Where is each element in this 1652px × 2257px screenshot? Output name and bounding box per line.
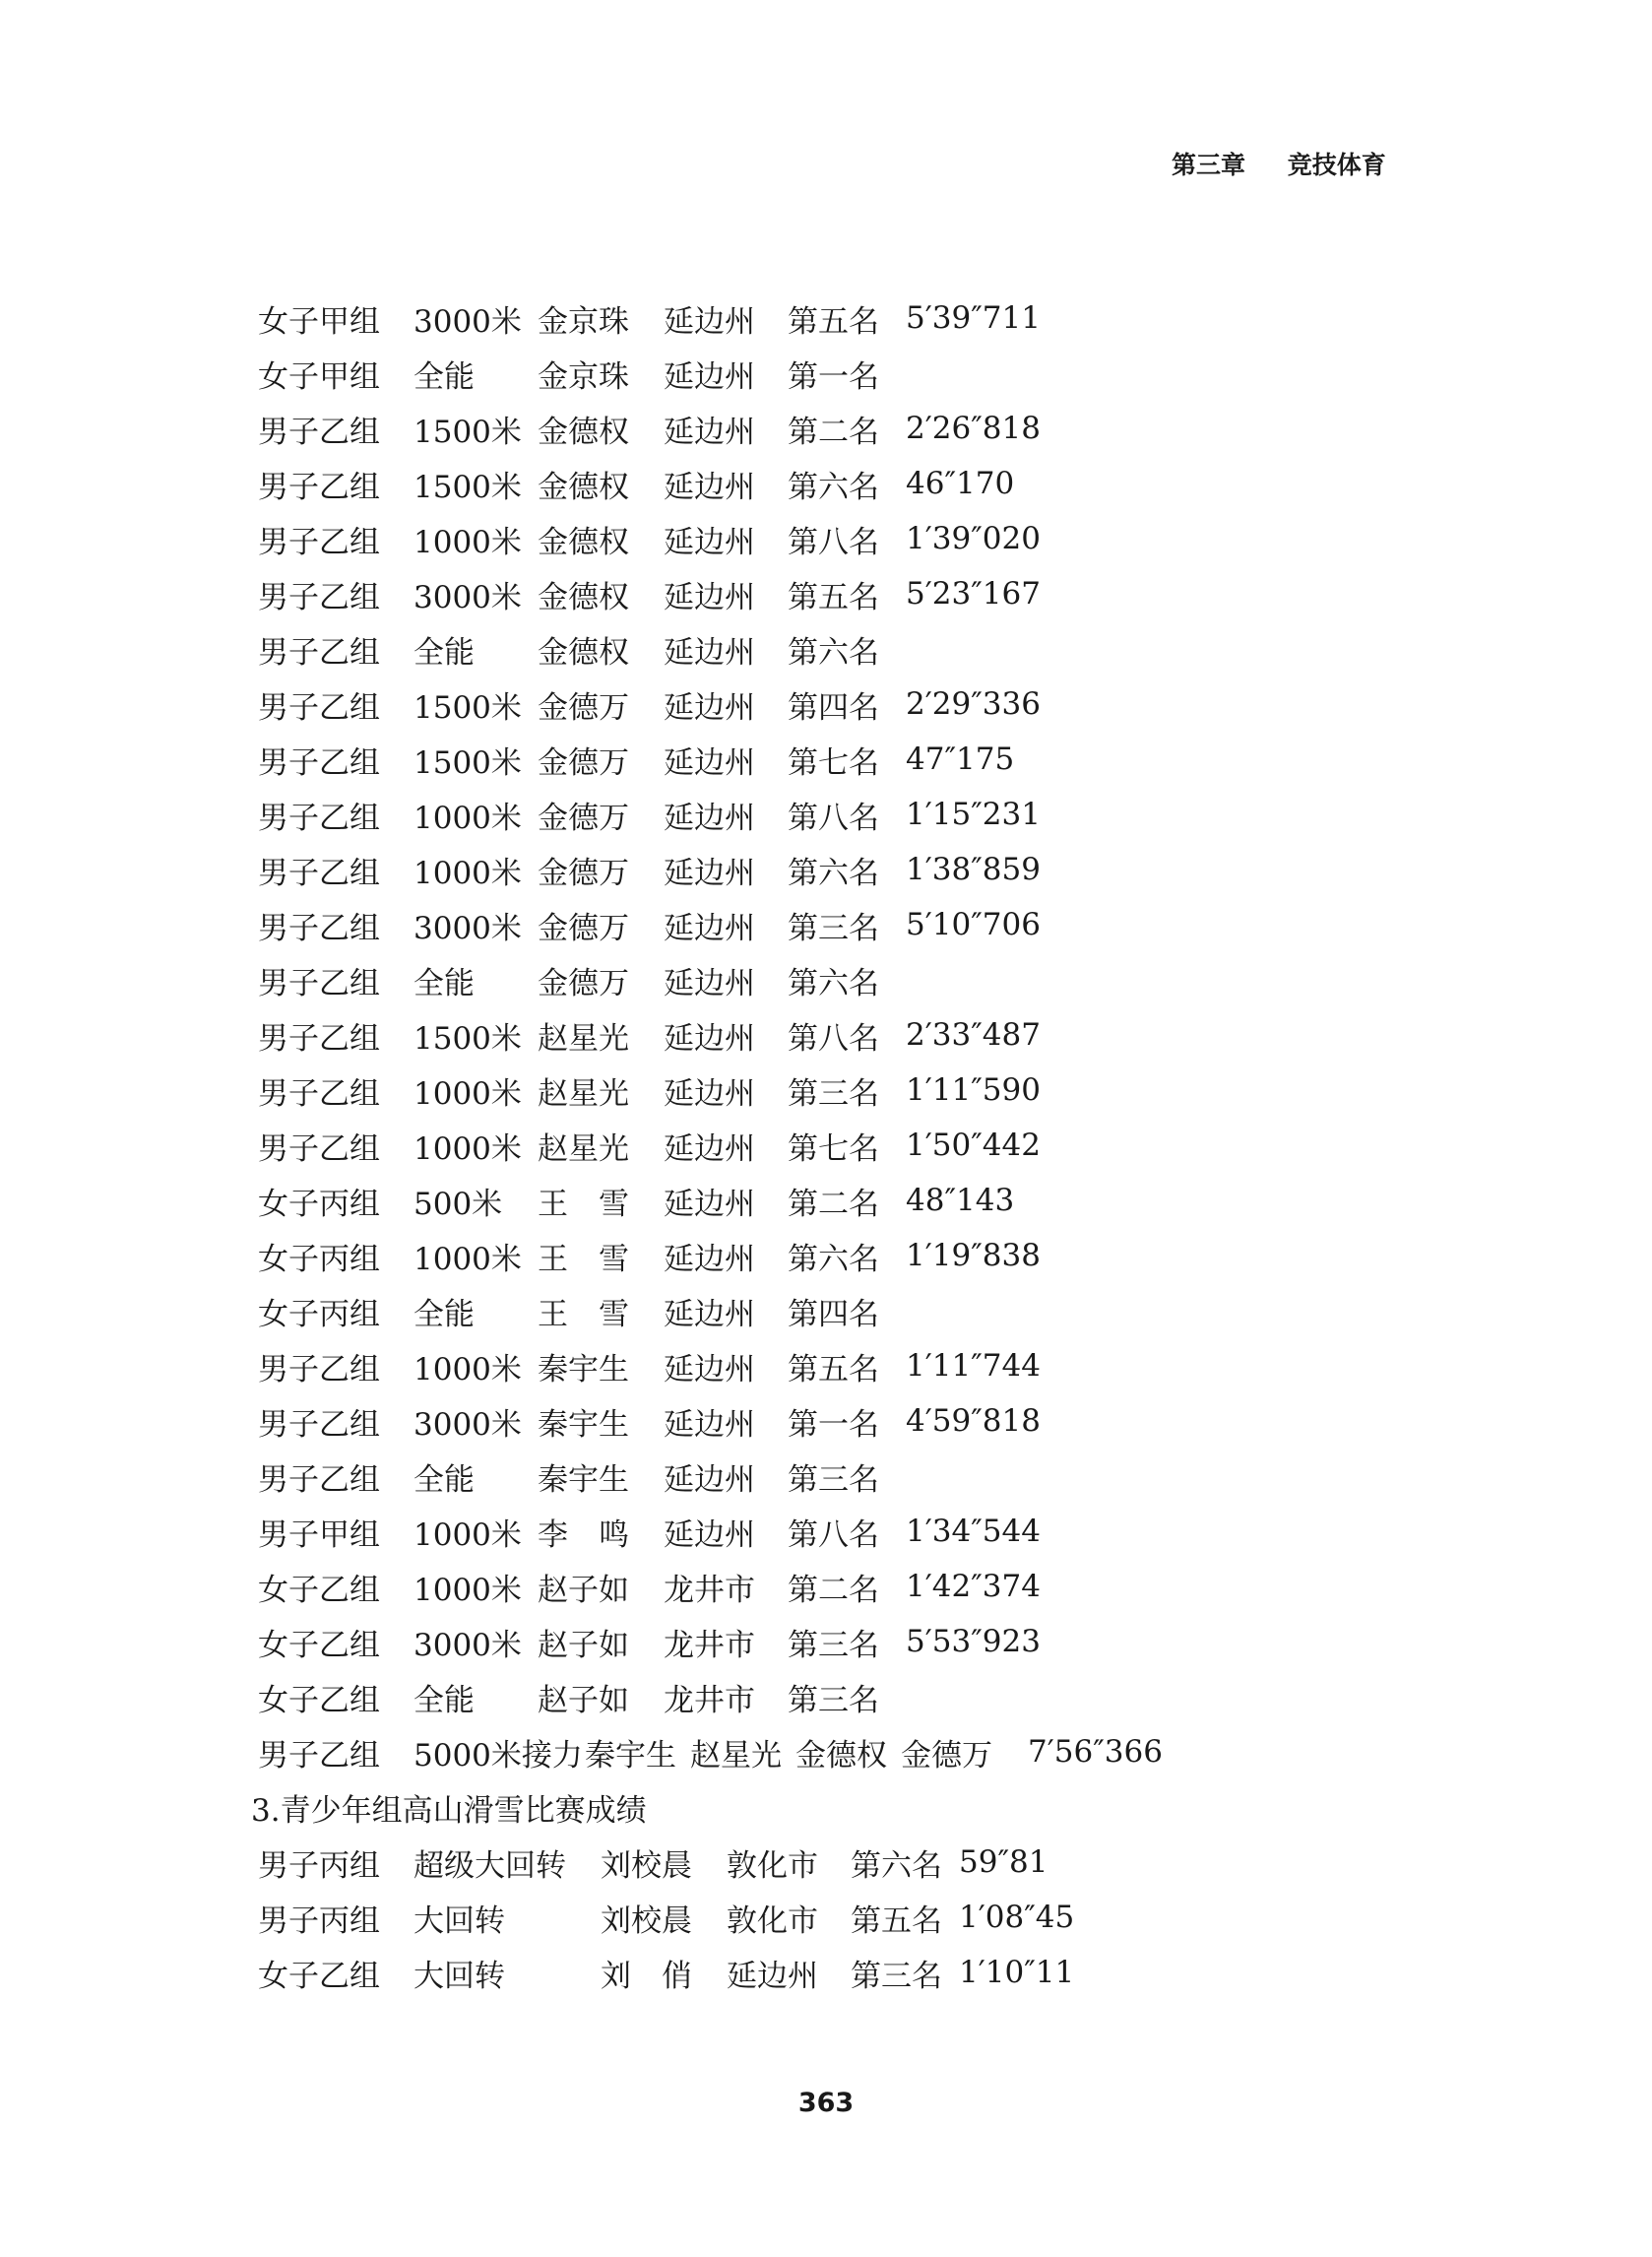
result-place: 延边州 [664,358,755,395]
result-event: 3000米 [413,910,522,946]
result-place: 延边州 [664,303,755,340]
result-group: 女子丙组 [258,1296,380,1332]
result-name: 金德权 [538,414,629,450]
result-group: 男子乙组 [258,1406,380,1443]
result-time: 1′11″590 [906,1072,1041,1108]
result-group: 男子甲组 [258,1516,380,1553]
result-row [258,1173,1163,1228]
result-name: 王 雪 [538,1296,629,1332]
relay-row [258,1724,1163,1779]
result-row [258,952,1163,1007]
result-name: 金德权 [538,634,629,671]
result-row [258,842,1163,897]
relay-member: 金德权 [795,1737,887,1773]
result-event: 全能 [413,1682,475,1718]
result-rank: 第八名 [788,1516,879,1553]
result-group: 女子丙组 [258,1186,380,1222]
result-event: 1000米 [413,1516,522,1553]
result-event: 1000米 [413,1241,522,1277]
result-event: 1500米 [413,689,522,726]
result-event: 全能 [413,1296,475,1332]
result-event: 1500米 [413,744,522,781]
result-group: 女子乙组 [258,1958,380,1994]
result-time: 5′53″923 [906,1624,1041,1659]
result-name: 秦宇生 [538,1406,629,1443]
result-event: 大回转 [413,1958,505,1994]
result-place: 延边州 [664,1186,755,1222]
result-group: 男子乙组 [258,524,380,560]
result-group: 男子乙组 [258,634,380,671]
result-group: 男子乙组 [258,1130,380,1167]
result-event: 超级大回转 [413,1847,566,1884]
result-place: 延边州 [664,524,755,560]
result-name: 金德万 [538,744,629,781]
result-row [258,346,1163,401]
result-time: 2′29″336 [906,686,1041,722]
result-row [258,1007,1163,1063]
result-rank: 第五名 [788,1351,879,1387]
result-group: 男子乙组 [258,1737,380,1773]
result-name: 金德万 [538,910,629,946]
result-time: 59″81 [959,1844,1048,1880]
result-time: 1′19″838 [906,1238,1041,1273]
result-place: 延边州 [664,1516,755,1553]
result-rank: 第一名 [788,1406,879,1443]
result-event: 1000米 [413,524,522,560]
result-place: 延边州 [664,469,755,505]
result-row [258,897,1163,952]
result-time: 46″170 [906,466,1015,501]
result-row [258,677,1163,732]
result-name: 金德万 [538,800,629,836]
result-group: 女子甲组 [258,303,380,340]
result-event: 1000米 [413,1075,522,1112]
result-rank: 第三名 [788,910,879,946]
result-event: 全能 [413,965,475,1001]
result-place: 延边州 [664,1075,755,1112]
result-name: 秦宇生 [538,1351,629,1387]
result-group: 男子乙组 [258,1075,380,1112]
result-rank: 第六名 [788,469,879,505]
result-group: 男子乙组 [258,1461,380,1498]
result-event: 1000米 [413,1572,522,1608]
result-group: 男子乙组 [258,1020,380,1057]
result-rank: 第六名 [788,634,879,671]
result-rank: 第二名 [788,1186,879,1222]
result-event: 1000米 [413,855,522,891]
result-place: 延边州 [664,800,755,836]
result-row [258,566,1163,621]
result-name: 赵子如 [538,1682,629,1718]
result-place: 延边州 [664,1406,755,1443]
result-time: 1′42″374 [906,1569,1041,1604]
result-name: 赵子如 [538,1627,629,1663]
result-name: 金德权 [538,469,629,505]
chapter-label: 第三章 [1172,151,1246,179]
result-row [258,1835,1163,1890]
section-title: 3.青少年组高山滑雪比赛成绩 [251,1792,647,1829]
page-number: 363 [797,2088,855,2118]
result-group: 女子乙组 [258,1572,380,1608]
result-event: 全能 [413,358,475,395]
result-name: 赵星光 [538,1020,629,1057]
result-place: 延边州 [664,855,755,891]
result-name: 刘校晨 [601,1902,692,1939]
result-group: 男子乙组 [258,689,380,726]
result-rank: 第三名 [788,1682,879,1718]
result-rank: 第五名 [788,303,879,340]
result-group: 男子乙组 [258,800,380,836]
result-rank: 第八名 [788,1020,879,1057]
result-place: 延边州 [664,965,755,1001]
result-rank: 第八名 [788,524,879,560]
result-event: 1500米 [413,469,522,505]
result-rank: 第四名 [788,689,879,726]
result-rank: 第四名 [788,1296,879,1332]
result-group: 女子甲组 [258,358,380,395]
result-row [258,1118,1163,1173]
result-time: 1′38″859 [906,852,1041,887]
result-rank: 第七名 [788,744,879,781]
result-time: 1′15″231 [906,797,1041,832]
result-time: 1′50″442 [906,1128,1041,1163]
result-time: 5′10″706 [906,907,1041,942]
result-name: 金德万 [538,689,629,726]
result-time: 4′59″818 [906,1403,1041,1439]
result-time: 48″143 [906,1183,1015,1218]
result-place: 延边州 [664,910,755,946]
result-rank: 第三名 [788,1461,879,1498]
result-event: 全能 [413,634,475,671]
result-rank: 第五名 [788,579,879,615]
result-time: 1′34″544 [906,1514,1041,1549]
result-row [258,456,1163,511]
result-place: 龙井市 [664,1572,755,1608]
result-group: 男子乙组 [258,579,380,615]
result-group: 男子乙组 [258,469,380,505]
result-group: 男子乙组 [258,855,380,891]
result-group: 女子乙组 [258,1627,380,1663]
result-group: 男子丙组 [258,1847,380,1884]
result-name: 刘校晨 [601,1847,692,1884]
result-place: 延边州 [664,1241,755,1277]
result-row [258,1559,1163,1614]
result-event: 大回转 [413,1902,505,1939]
result-place: 延边州 [664,1296,755,1332]
section-label: 竞技体育 [1287,151,1386,179]
result-event: 1000米 [413,1130,522,1167]
result-group: 男子乙组 [258,744,380,781]
result-row [258,1945,1163,2000]
result-rank: 第三名 [788,1075,879,1112]
result-row [258,1338,1163,1393]
result-name: 金德权 [538,524,629,560]
result-place: 延边州 [664,634,755,671]
result-place: 延边州 [664,1020,755,1057]
result-name: 赵星光 [538,1075,629,1112]
result-name: 金京珠 [538,358,629,395]
result-rank: 第三名 [851,1958,942,1994]
result-row [258,511,1163,566]
result-rank: 第六名 [788,855,879,891]
result-name: 刘 俏 [601,1958,692,1994]
result-rank: 第一名 [788,358,879,395]
result-place: 延边州 [727,1958,818,1994]
result-row [258,1283,1163,1338]
result-rank: 第三名 [788,1627,879,1663]
result-event: 1000米 [413,800,522,836]
result-row [258,1063,1163,1118]
result-event: 3000米 [413,1406,522,1443]
result-group: 女子丙组 [258,1241,380,1277]
result-time: 5′39″711 [906,300,1041,336]
result-event: 1500米 [413,414,522,450]
result-place: 敦化市 [727,1847,818,1884]
result-time: 47″175 [906,742,1015,777]
result-rank: 第五名 [851,1902,942,1939]
result-place: 延边州 [664,1461,755,1498]
result-time: 1′08″45 [959,1900,1075,1935]
result-row [258,787,1163,842]
result-rank: 第七名 [788,1130,879,1167]
result-time: 2′26″818 [906,411,1041,446]
result-name: 金德权 [538,579,629,615]
running-header [1172,146,1386,181]
result-place: 延边州 [664,414,755,450]
result-place: 延边州 [664,1351,755,1387]
result-event: 3000米 [413,1627,522,1663]
result-name: 金德万 [538,855,629,891]
result-event: 500米 [413,1186,503,1222]
result-event: 全能 [413,1461,475,1498]
result-group: 男子丙组 [258,1902,380,1939]
result-time: 1′11″744 [906,1348,1041,1384]
result-name: 金德万 [538,965,629,1001]
result-name: 赵子如 [538,1572,629,1608]
result-name: 赵星光 [538,1130,629,1167]
relay-member: 秦宇生 [585,1737,676,1773]
result-rank: 第八名 [788,800,879,836]
result-time: 7′56″366 [1028,1734,1163,1770]
result-group: 男子乙组 [258,910,380,946]
result-group: 男子乙组 [258,414,380,450]
result-name: 李 鸣 [538,1516,629,1553]
relay-member: 金德万 [901,1737,992,1773]
result-place: 延边州 [664,744,755,781]
result-event: 5000米接力 [413,1737,583,1773]
result-rank: 第二名 [788,1572,879,1608]
result-group: 男子乙组 [258,965,380,1001]
result-time: 1′10″11 [959,1955,1075,1990]
result-rank: 第六名 [851,1847,942,1884]
result-name: 金京珠 [538,303,629,340]
result-time: 1′39″020 [906,521,1041,556]
result-row [258,1614,1163,1669]
result-row [258,621,1163,677]
result-rank: 第六名 [788,1241,879,1277]
result-time: 5′23″167 [906,576,1041,612]
result-rank: 第六名 [788,965,879,1001]
result-row [258,290,1163,346]
result-event: 1000米 [413,1351,522,1387]
result-name: 王 雪 [538,1186,629,1222]
result-event: 3000米 [413,579,522,615]
result-group: 男子乙组 [258,1351,380,1387]
speed-skating-results [258,290,1163,1724]
result-place: 延边州 [664,579,755,615]
result-place: 延边州 [664,1130,755,1167]
result-place: 延边州 [664,689,755,726]
result-event: 3000米 [413,303,522,340]
result-place: 龙井市 [664,1682,755,1718]
result-name: 秦宇生 [538,1461,629,1498]
result-row [258,1228,1163,1283]
alpine-results [258,1835,1163,2000]
results-list [251,290,1163,2000]
result-row [258,1393,1163,1449]
relay-member: 赵星光 [690,1737,782,1773]
result-rank: 第二名 [788,414,879,450]
result-row [258,401,1163,456]
result-name: 王 雪 [538,1241,629,1277]
result-row [258,1890,1163,1945]
result-time: 2′33″487 [906,1017,1041,1053]
result-place: 龙井市 [664,1627,755,1663]
result-row [258,732,1163,787]
result-group: 女子乙组 [258,1682,380,1718]
result-row [258,1504,1163,1559]
result-row [258,1669,1163,1724]
result-place: 敦化市 [727,1902,818,1939]
result-event: 1500米 [413,1020,522,1057]
result-row [258,1449,1163,1504]
